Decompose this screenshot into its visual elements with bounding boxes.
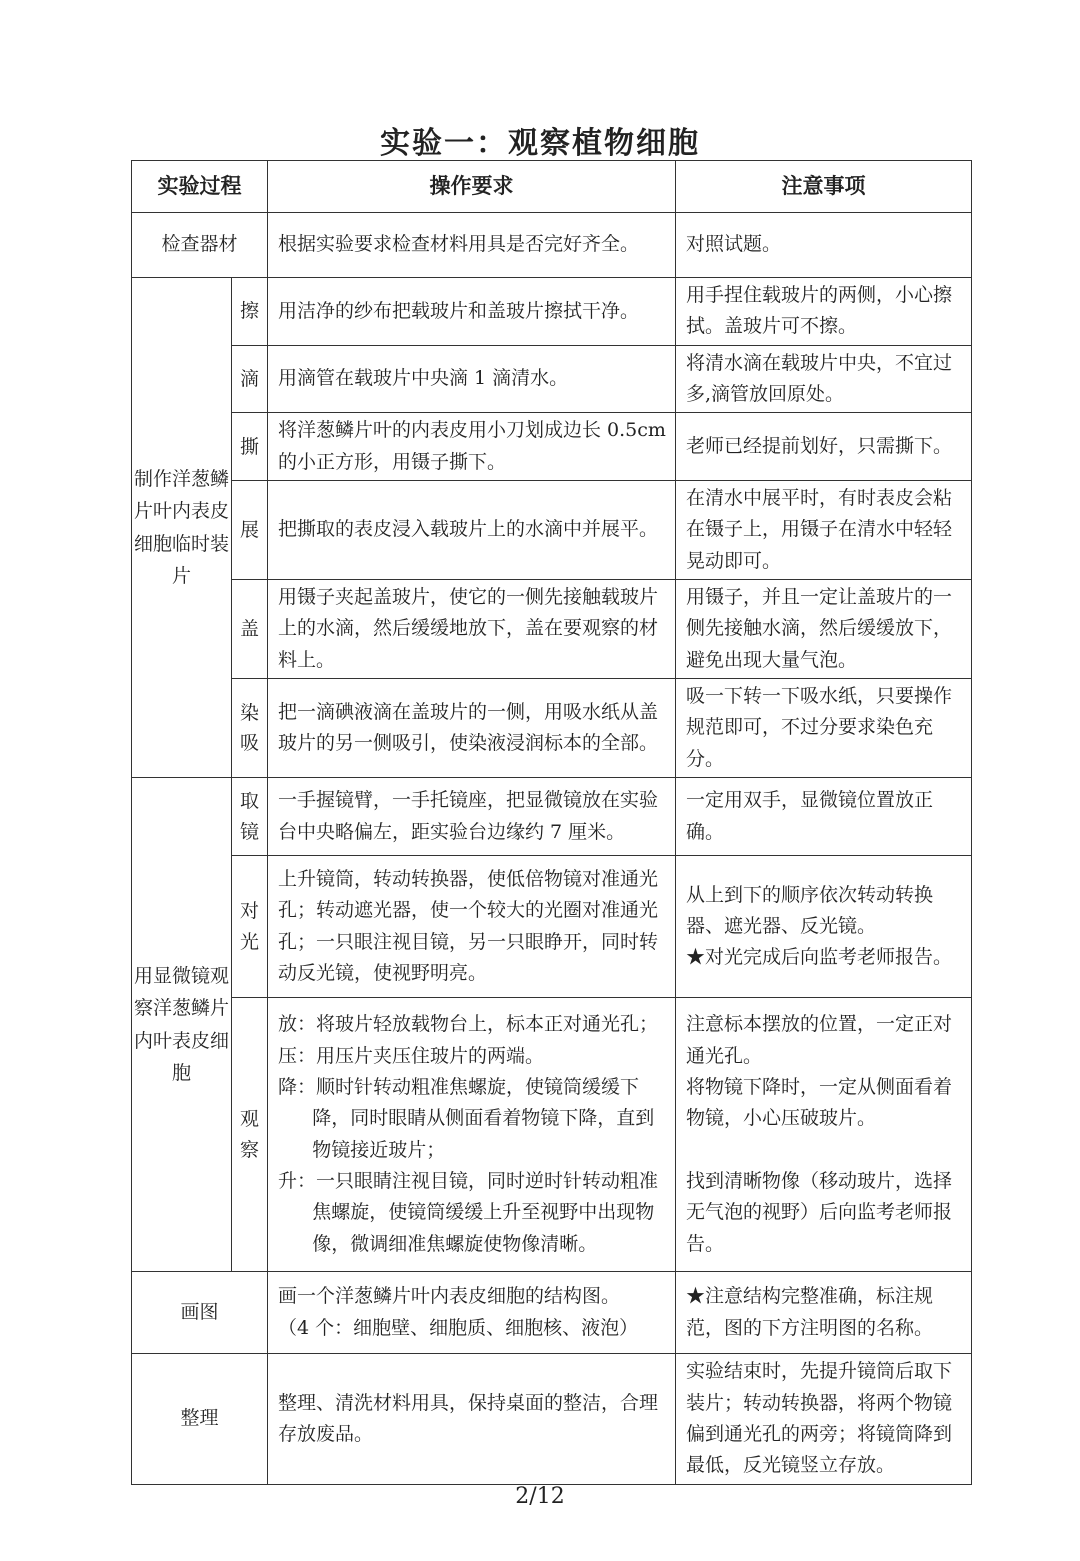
- notes-observe-position: 注意标本摆放的位置，一定正对通光孔。: [686, 1013, 953, 1067]
- table-header-row: [132, 161, 972, 213]
- requirement-observe-raise: 升：一只眼睛注视目镜，同时逆时针转动粗准焦螺旋，使镜筒缓缓上升至视野中出现物像，微调细准焦螺旋使物像清晰。: [278, 1170, 659, 1255]
- step-drip: 滴: [232, 345, 268, 413]
- table-row: [132, 679, 972, 778]
- notes-light: [676, 856, 972, 998]
- requirement-draw-parts: （4 个：细胞壁、细胞质、细胞核、液泡）: [278, 1316, 639, 1339]
- step-wipe: 擦: [232, 278, 268, 346]
- step-take: [232, 778, 268, 856]
- requirement-drip: 用滴管在载玻片中央滴 1 滴清水。: [268, 345, 676, 413]
- requirement-wipe: 用洁净的纱布把载玻片和盖玻片擦拭干净。: [268, 278, 676, 346]
- notes-check: 对照试题。: [676, 213, 972, 278]
- notes-draw: ★注意结构完整准确，标注规范，图的下方注明图的名称。: [676, 1272, 972, 1354]
- step-observe-label: 观察: [239, 1108, 259, 1161]
- requirement-tear: 将洋葱鳞片叶的内表皮用小刀划成边长 0.5cm 的小正方形，用镊子撕下。: [268, 413, 676, 481]
- requirement-observe-press: 压：用压片夹压住玻片的两端。: [278, 1044, 545, 1067]
- table-row: [132, 213, 972, 278]
- notes-light-report: ★对光完成后向监考老师报告。: [686, 946, 953, 969]
- requirement-take: 一手握镜臂，一手托镜座，把显微镜放在实验台中央略偏左，距实验台边缘约 7 厘米。: [268, 778, 676, 856]
- table-row: [132, 345, 972, 413]
- group-microscope-label: 用显微镜观察洋葱鳞片内叶表皮细胞: [133, 965, 229, 1084]
- table-row: [132, 1354, 972, 1484]
- notes-tidy: 实验结束时，先提升镜筒后取下装片；转动转换器，将两个物镜偏到通光孔的两旁；将镜筒降到最低，反光镜竖立存放。: [676, 1354, 972, 1484]
- notes-stain: 吸一下转一下吸水纸，只要操作规范即可，不过分要求染色充分。: [676, 679, 972, 778]
- table-row: [132, 1272, 972, 1354]
- step-stain-label: 染吸: [239, 701, 259, 755]
- requirement-draw: [268, 1272, 676, 1354]
- group-prepare-slide: [132, 278, 232, 778]
- table-row: [132, 278, 972, 346]
- page-number: 2/12: [515, 1484, 565, 1509]
- table-row: [132, 481, 972, 580]
- step-light-label: 对光: [239, 900, 259, 953]
- step-observe: [232, 998, 268, 1272]
- requirement-observe-lower: 降：顺时针转动粗准焦螺旋，使镜筒缓缓下降，同时眼睛从侧面看着物镜下降，直到物镜接近玻片；: [278, 1075, 655, 1161]
- requirement-spread: 把撕取的表皮浸入载玻片上的水滴中并展平。: [268, 481, 676, 580]
- requirement-tidy: 整理、清洗材料用具，保持桌面的整洁，合理存放废品。: [268, 1354, 676, 1484]
- table-row: [132, 580, 972, 679]
- notes-spread: 在清水中展平时，有时表皮会粘在镊子上，用镊子在清水中轻轻晃动即可。: [676, 481, 972, 580]
- requirement-observe: [268, 998, 676, 1272]
- table-row: [132, 856, 972, 998]
- notes-observe-report: 找到清晰物像（移动玻片，选择无气泡的视野）后向监考老师报告。: [686, 1170, 953, 1255]
- group-prepare-label: 制作洋葱鳞片叶内表皮细胞临时装片: [133, 467, 229, 587]
- notes-observe: [676, 998, 972, 1272]
- requirement-draw-main: 画一个洋葱鳞片叶内表皮细胞的结构图。: [278, 1285, 621, 1308]
- header-process: 实验过程: [132, 161, 268, 213]
- requirement-cover: 用镊子夹起盖玻片，使它的一侧先接触载玻片上的水滴，然后缓缓地放下，盖在要观察的材料上。: [268, 580, 676, 679]
- notes-drip: 将清水滴在载玻片中央，不宜过多,滴管放回原处。: [676, 345, 972, 413]
- step-tear: 撕: [232, 413, 268, 481]
- table-row: [132, 998, 972, 1272]
- notes-light-order: 从上到下的顺序依次转动转换器、遮光器、反光镜。: [686, 883, 934, 937]
- header-requirement: 操作要求: [268, 161, 676, 213]
- group-microscope: [132, 778, 232, 1272]
- step-stain: [232, 679, 268, 778]
- requirement-light: 上升镜筒，转动转换器，使低倍物镜对准通光孔；转动遮光器，使一个较大的光圈对准通光孔；一只眼注视目镜，另一只眼睁开，同时转动反光镜，使视野明亮。: [268, 856, 676, 998]
- table-row: [132, 778, 972, 856]
- step-take-label: 取镜: [239, 790, 259, 843]
- step-spread: 展: [232, 481, 268, 580]
- notes-wipe: 用手捏住载玻片的两侧，小心擦拭。盖玻片可不擦。: [676, 278, 972, 346]
- page-title: 实验一：观察植物细胞: [380, 126, 700, 161]
- step-cover: 盖: [232, 580, 268, 679]
- requirement-observe-place: 放：将玻片轻放载物台上，标本正对通光孔；: [278, 1013, 659, 1036]
- step-light: [232, 856, 268, 998]
- requirement-stain: 把一滴碘液滴在盖玻片的一侧，用吸水纸从盖玻片的另一侧吸引，使染液浸润标本的全部。: [268, 679, 676, 778]
- step-check: 检查器材: [132, 213, 268, 278]
- experiment-table: [131, 160, 972, 1485]
- notes-take: 一定用双手，显微镜位置放正确。: [676, 778, 972, 856]
- notes-tear: 老师已经提前划好，只需撕下。: [676, 413, 972, 481]
- notes-observe-lower: 将物镜下降时，一定从侧面看着物镜，小心压破玻片。: [686, 1075, 953, 1130]
- notes-observe-spacer: [686, 1135, 965, 1166]
- table-row: [132, 413, 972, 481]
- requirement-check: 根据实验要求检查材料用具是否完好齐全。: [268, 213, 676, 278]
- step-tidy: 整理: [132, 1354, 268, 1484]
- step-draw: 画图: [132, 1272, 268, 1354]
- notes-cover: 用镊子，并且一定让盖玻片的一侧先接触水滴，然后缓缓放下，避免出现大量气泡。: [676, 580, 972, 679]
- header-notes: 注意事项: [676, 161, 972, 213]
